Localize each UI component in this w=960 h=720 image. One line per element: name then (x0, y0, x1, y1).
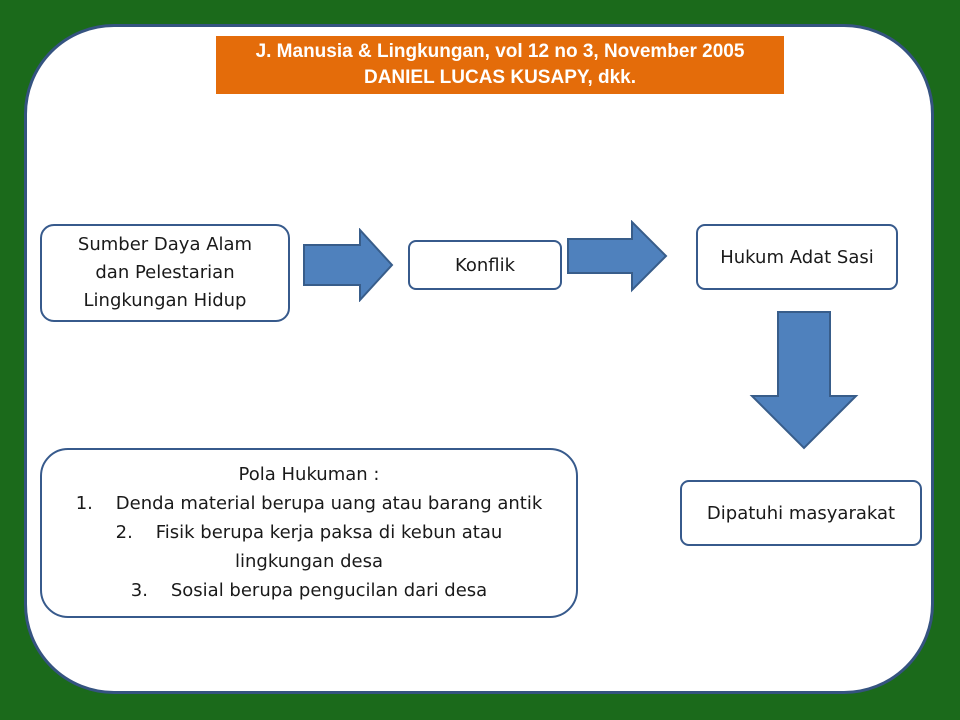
node-sumber-daya-alam (40, 224, 290, 322)
node-sumber-daya-line-3: Lingkungan Hidup (83, 290, 247, 311)
node-hukum-adat-sasi (696, 224, 898, 290)
node-hukum-adat-label: Hukum Adat Sasi (720, 246, 874, 268)
node-pola-hukuman (40, 448, 578, 618)
header-banner (216, 36, 784, 94)
header-line-2: DANIEL LUCAS KUSAPY, dkk. (363, 67, 637, 88)
node-dipatuhi-masyarakat (680, 480, 922, 546)
arrow-right-2 (566, 220, 670, 294)
header-line-1: J. Manusia & Lingkungan, vol 12 no 3, November 2005 (255, 41, 745, 62)
node-sumber-daya-line-2: dan Pelestarian (95, 262, 235, 283)
node-konflik-label: Konflik (454, 254, 516, 276)
pola-item-2-cont: lingkungan desa (234, 551, 384, 572)
node-dipatuhi-label: Dipatuhi masyarakat (706, 502, 896, 524)
pola-item-3: 3. Sosial berupa pengucilan dari desa (130, 580, 488, 601)
pola-item-1: 1. Denda material berupa uang atau barang antik (75, 493, 543, 514)
pola-title: Pola Hukuman : (238, 464, 380, 485)
node-sumber-daya-line-1: Sumber Daya Alam (77, 234, 253, 255)
arrow-right-1 (302, 228, 396, 302)
arrow-down (748, 310, 860, 452)
pola-item-2: 2. Fisik berupa kerja paksa di kebun atau (115, 522, 503, 543)
node-konflik (408, 240, 562, 290)
